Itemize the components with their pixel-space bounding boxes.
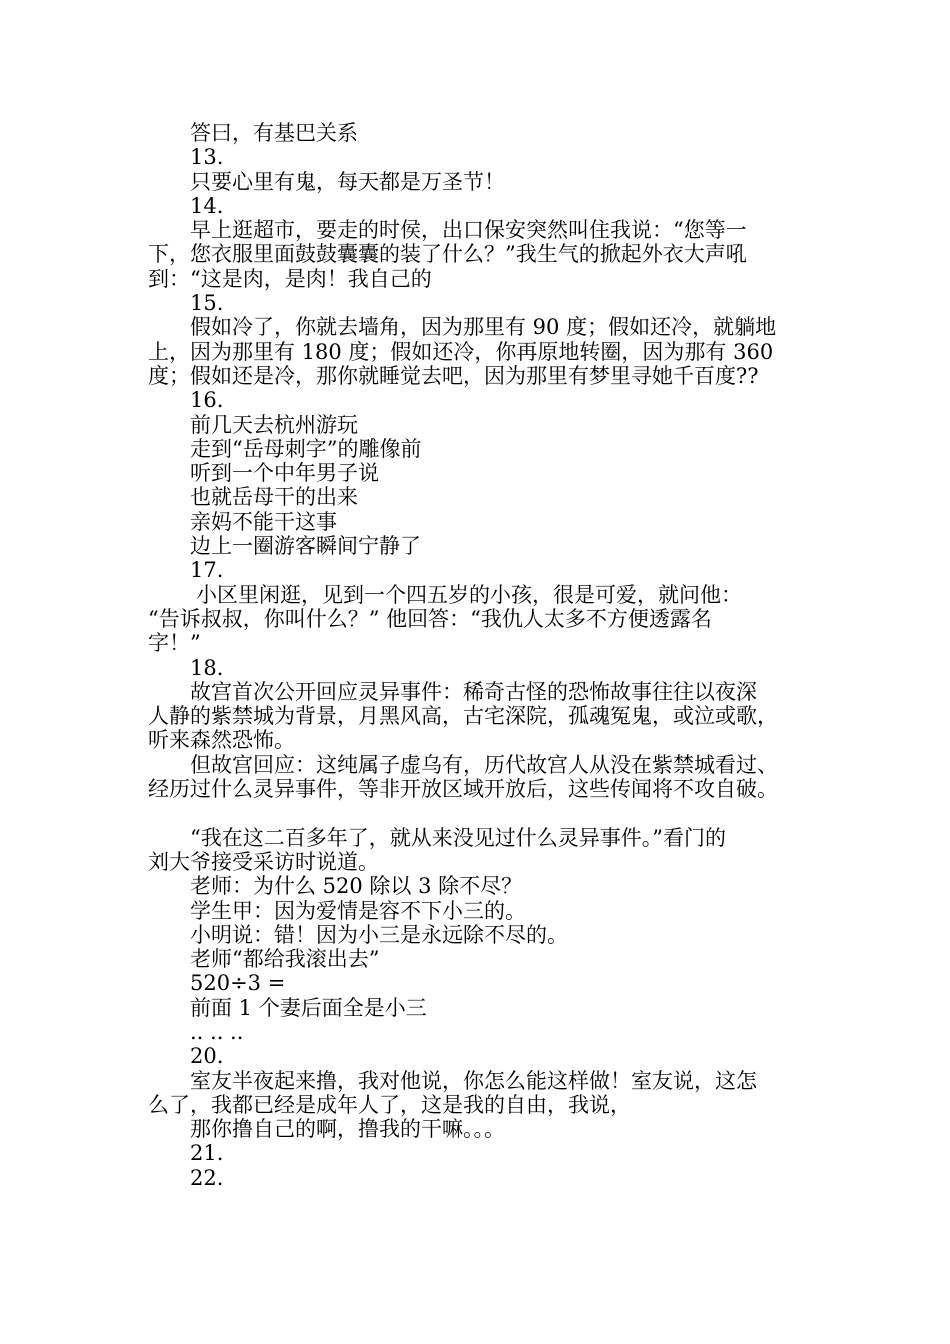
item-number: 22. [190, 1165, 224, 1190]
text-line: “告诉叔叔，你叫什么？” 他回答：“我仇人太多不方便透露名 [148, 606, 712, 631]
item-number: 21. [190, 1141, 224, 1166]
text-line: 小明说：错！因为小三是永远除不尽的。 [190, 922, 568, 947]
text-line: 但故宫回应：这纯属子虚乌有，历代故宫人从没在紫禁城看过、 [190, 752, 778, 777]
text-line: 室友半夜起来撸，我对他说，你怎么能这样做！室友说，这怎 [190, 1068, 757, 1093]
text-line: 学生甲：因为爱情是容不下小三的。 [190, 898, 526, 923]
text-line: 边上一圈游客瞬间宁静了 [190, 534, 421, 559]
blank-line [148, 801, 828, 825]
text-line: 刘大爷接受采访时说道。 [148, 849, 379, 874]
text-line: 故宫首次公开回应灵异事件：稀奇古怪的恐怖故事往往以夜深 [190, 679, 757, 704]
text-line: 也就岳母干的出来 [190, 485, 358, 510]
document-body [148, 121, 828, 1190]
text-line: 520÷3 = [190, 971, 286, 996]
ellipsis-line: .. .. .. [190, 1019, 244, 1044]
text-line: 人静的紫禁城为背景，月黑风高，古宅深院，孤魂冤鬼，或泣或歌， [148, 704, 778, 729]
item-number: 17. [190, 558, 224, 583]
text-line: 到：“这是肉，是肉！我自己的 [148, 266, 432, 291]
text-line: 上，因为那里有 180 度；假如还冷，你再原地转圈，因为那有 360 [148, 339, 774, 364]
text-line: 么了，我都已经是成年人了，这是我的自由，我说， [148, 1092, 631, 1117]
text-line: 度；假如还是冷，那你就睡觉去吧，因为那里有梦里寻她千百度?? [148, 363, 759, 388]
item-number: 18. [190, 655, 224, 680]
text-line: 听来森然恐怖。 [148, 728, 295, 753]
text-line: 答曰，有基巴关系 [190, 121, 358, 145]
item-number: 16. [190, 388, 224, 413]
item-number: 14. [190, 193, 224, 218]
text-line: 走到“岳母刺字”的雕像前 [190, 436, 422, 461]
text-line: 字！” [148, 631, 201, 656]
text-line: 亲妈不能干这事 [190, 509, 337, 534]
text-line: 听到一个中年男子说 [190, 461, 379, 486]
text-line: 那你撸自己的啊，撸我的干嘛。。。 [190, 1117, 505, 1142]
text-line: 前面 1 个妻后面全是小三 [190, 995, 427, 1020]
item-number: 20. [190, 1044, 224, 1069]
text-line: 经历过什么灵异事件，等非开放区域开放后，这些传闻将不攻自破。 [148, 777, 778, 802]
text-line: 老师：为什么 520 除以 3 除不尽？ [190, 874, 523, 899]
text-line: 假如冷了，你就去墙角，因为那里有 90 度；假如还冷，就躺地 [190, 315, 777, 340]
text-line: 小区里闲逛，见到一个四五岁的小孩，很是可爱，就问他： [196, 582, 742, 607]
text-line: 老师“都给我滚出去” [190, 947, 380, 972]
text-line: 前几天去杭州游玩 [190, 412, 358, 437]
item-number: 13. [190, 145, 224, 170]
text-line: “我在这二百多年了，就从来没见过什么灵异事件。”看门的 [190, 825, 726, 850]
text-line: 只要心里有鬼，每天都是万圣节！ [190, 169, 505, 194]
text-line: 早上逛超市，要走的时侯，出口保安突然叫住我说：“您等一 [190, 218, 747, 243]
item-number: 15. [190, 291, 224, 316]
text-line: 下，您衣服里面鼓鼓囊囊的装了什么？”我生气的掀起外衣大声吼 [148, 242, 747, 267]
